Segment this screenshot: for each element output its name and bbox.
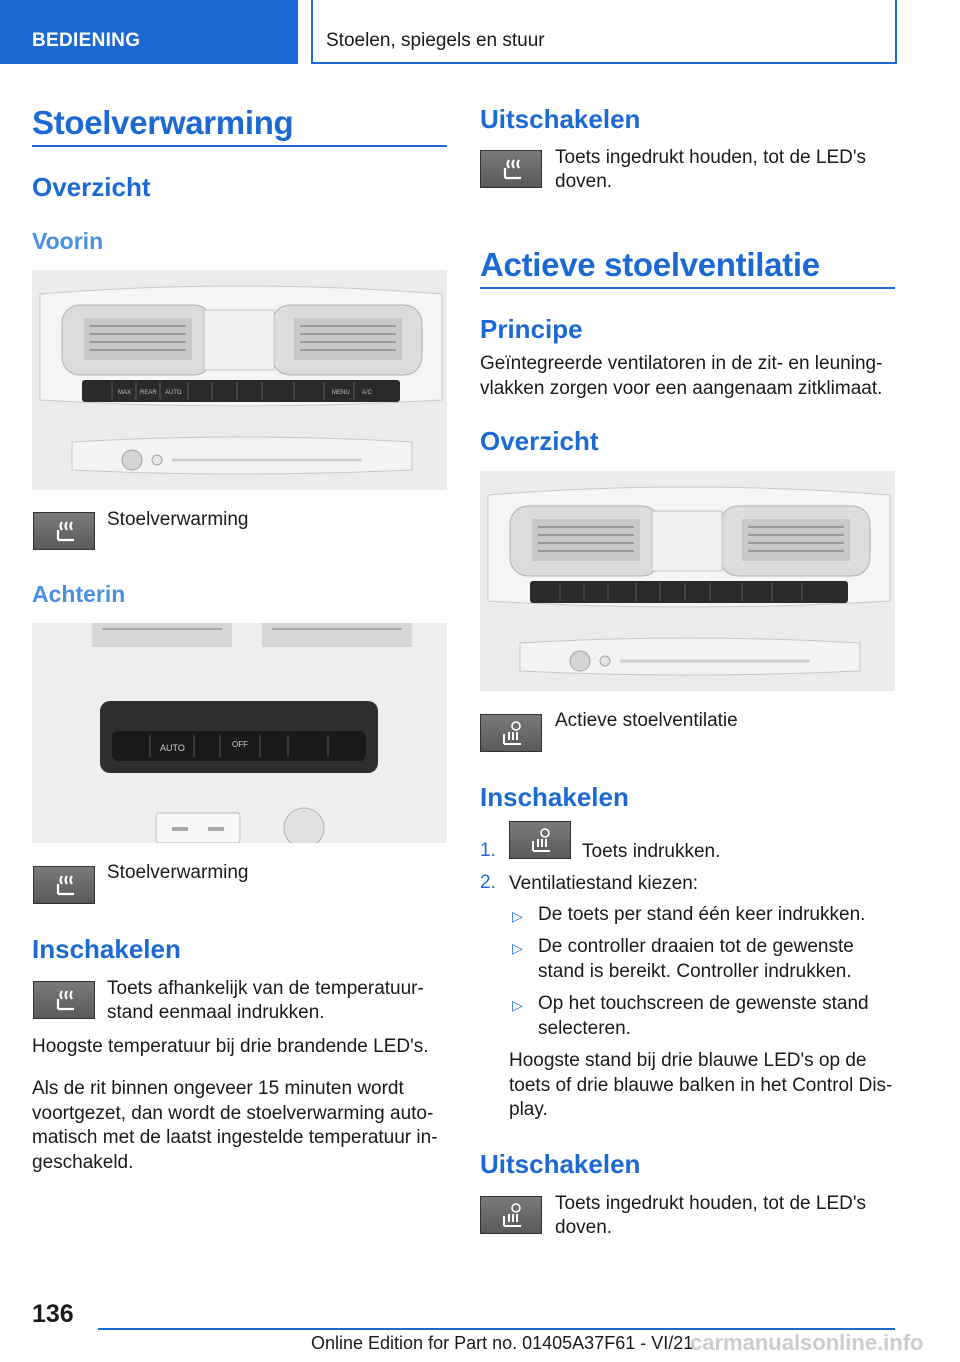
seat-ventilation-button-icon [480, 714, 542, 752]
step-1-number: 1. [480, 840, 496, 861]
ventilation-panel-image [480, 471, 895, 691]
heading-overzicht-2: Overzicht [480, 426, 599, 456]
section-tab [0, 0, 298, 64]
note-text [509, 1049, 892, 1123]
btn-auto-label: AUTO [165, 390, 182, 396]
inschakelen-text-1: Toets afhankelijk van de temperatuur- [107, 978, 424, 999]
note-line: play. [509, 1099, 548, 1120]
bullet-line: De toets per stand één keer indrukken. [538, 904, 866, 925]
step-1-text: Toets indrukken. [582, 841, 721, 862]
heading-inschakelen: Inschakelen [32, 934, 181, 964]
paragraph-rit-line: matisch met de laatst ingestelde temperatuur in- [32, 1127, 438, 1148]
voorin-caption: Stoelverwarming [107, 509, 249, 530]
seat-heating-rear-button-icon [33, 866, 95, 904]
edition-text: Online Edition for Part no. 01405A37F61 - VI/21 [311, 1333, 694, 1353]
bullet-line: Op het touchscreen de gewenste stand [538, 993, 869, 1014]
paragraph-rit-line: Als de rit binnen ongeveer 15 minuten wordt [32, 1078, 404, 1099]
note-line: Hoogste stand bij drie blauwe LED's op de [509, 1050, 867, 1071]
title-actieve-stoelventilatie: Actieve stoelventilatie [480, 246, 820, 283]
title-rule-2 [480, 287, 895, 289]
seat-heating-button-icon [33, 512, 95, 550]
bullet-triangle-icon: ▷ [512, 997, 523, 1013]
watermark: carmanualsonline.info [690, 1330, 924, 1355]
uitschakelen-2-text-2: doven. [555, 1217, 613, 1238]
front-climate-panel-image [32, 270, 447, 490]
bullet-line: stand is bereikt. Controller indrukken. [538, 960, 852, 982]
heading-uitschakelen-2: Uitschakelen [480, 1149, 641, 1179]
rear-climate-panel-image [32, 623, 447, 843]
step-2-number: 2. [480, 872, 496, 893]
principe-text [480, 352, 882, 401]
principe-line: vlakken zorgen voor een aangenaam zitklimaat. [480, 377, 883, 399]
bullet-triangle-icon: ▷ [512, 940, 523, 956]
paragraph-led: Hoogste temperatuur bij drie brandende LED's. [32, 1036, 429, 1057]
achterin-caption: Stoelverwarming [107, 862, 249, 883]
note-line: toets of drie blauwe balken in het Control Dis- [509, 1074, 893, 1096]
heading-achterin: Achterin [32, 581, 126, 607]
rear-btn-auto-label: AUTO [160, 743, 185, 753]
heading-uitschakelen-1: Uitschakelen [480, 104, 641, 134]
bullet-line: De controller draaien tot de gewenste [538, 936, 854, 957]
principe-line: Geïntegreerde ventilatoren in de zit- en leuning- [480, 353, 883, 374]
seat-ventilation-step-button-icon [509, 821, 571, 859]
bullet-1 [538, 903, 865, 928]
uitschakelen-1-text-1: Toets ingedrukt houden, tot de LED's [555, 147, 866, 168]
bullet-triangle-icon: ▷ [512, 908, 523, 924]
step-2-text: Ventilatiestand kiezen: [509, 873, 699, 894]
rear-btn-off-label: OFF [232, 740, 248, 749]
bullet-line: selecteren. [538, 1017, 631, 1039]
chapter-label: Stoelen, spiegels en stuur [326, 30, 545, 51]
seat-ventilation-off-button-icon [480, 1196, 542, 1234]
btn-rear-label: REAR [140, 390, 157, 396]
paragraph-rit [32, 1077, 438, 1175]
heading-voorin: Voorin [32, 228, 104, 254]
btn-max-label: MAX [118, 390, 132, 396]
uitschakelen-1-text-2: doven. [555, 171, 613, 192]
chapter-tab [311, 0, 897, 64]
seat-heating-off-button-icon [480, 150, 542, 188]
btn-menu-label: MENU [332, 390, 350, 396]
uitschakelen-2-text-1: Toets ingedrukt houden, tot de LED's [555, 1193, 866, 1214]
heading-overzicht: Overzicht [32, 172, 151, 202]
section-label: BEDIENING [32, 30, 141, 51]
inschakelen-text-2: stand eenmaal indrukken. [107, 1002, 325, 1023]
paragraph-rit-line: voortgezet, dan wordt de stoelverwarming auto- [32, 1102, 434, 1124]
overzicht-caption: Actieve stoelventilatie [555, 710, 738, 731]
title-stoelverwarming: Stoelverwarming [32, 104, 294, 141]
title-rule [32, 145, 447, 147]
paragraph-rit-line: geschakeld. [32, 1151, 134, 1173]
bullet-2 [538, 935, 854, 984]
seat-heating-on-button-icon [33, 981, 95, 1019]
page-number: 136 [32, 1300, 74, 1328]
heading-inschakelen-2: Inschakelen [480, 782, 629, 812]
heading-principe: Principe [480, 314, 583, 344]
bullet-3 [538, 992, 869, 1041]
btn-ac-label: A/C [362, 390, 373, 396]
